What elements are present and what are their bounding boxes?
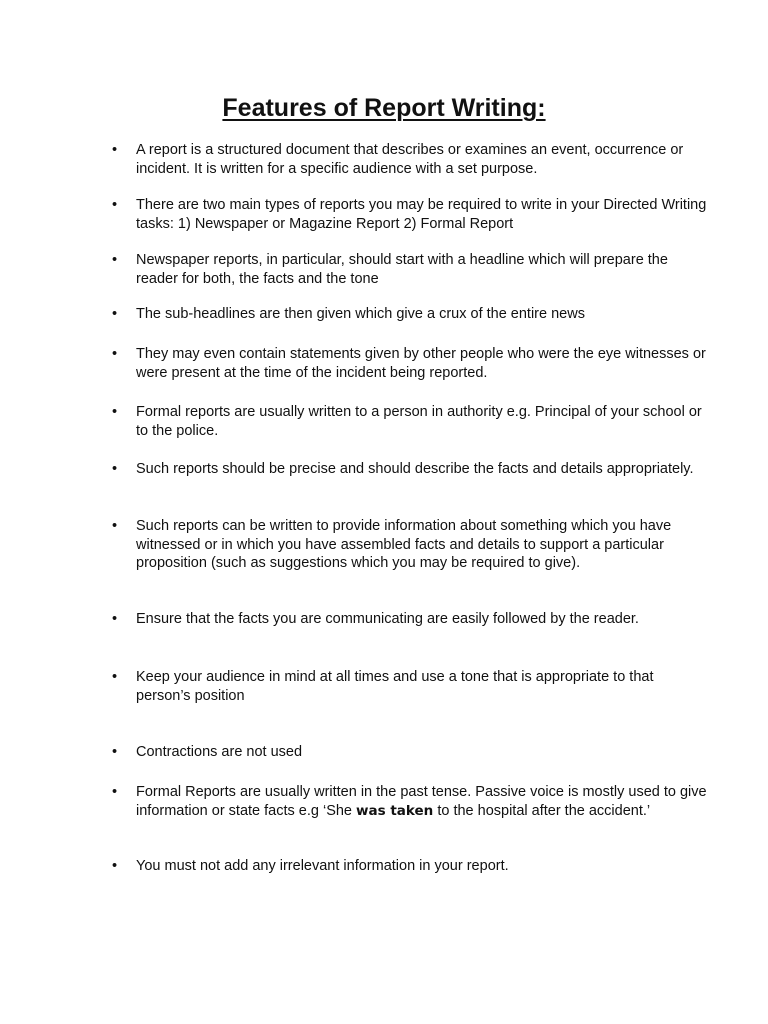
bullet-icon: • xyxy=(112,306,118,322)
list-item-text: A report is a structured document that describes or examines an event, occurrence or incident. It is written for a specific audience with a set purpose. xyxy=(136,142,684,177)
bullet-icon: • xyxy=(112,461,118,477)
list-item-text: The sub-headlines are then given which give a crux of the entire news xyxy=(136,306,585,322)
page-title: Features of Report Writing: xyxy=(222,94,546,122)
list-item-text: Such reports can be written to provide information about something which you have witnessed or in which you have assembled facts and details to support a particular proposition (such as suggestions which you may be required to give). xyxy=(136,518,672,571)
list-item-text: There are two main types of reports you may be required to write in your Directed Writing tasks: 1) Newspaper or Magazine Report 2) Formal Report xyxy=(136,197,707,232)
bullet-icon: • xyxy=(112,611,118,627)
list-item-text: Formal reports are usually written to a person in authority e.g. Principal of your school or to the police. xyxy=(136,404,702,439)
bullet-icon: • xyxy=(112,858,118,874)
bullet-icon: • xyxy=(112,518,118,534)
list-item-text: You must not add any irrelevant information in your report. xyxy=(136,858,509,874)
bullet-icon: • xyxy=(112,197,118,213)
bullet-icon: • xyxy=(112,404,118,420)
list-item-text xyxy=(136,783,712,820)
list-item-text: Keep your audience in mind at all times and use a tone that is appropriate to that person’s position xyxy=(136,669,654,704)
bullet-icon: • xyxy=(112,346,118,362)
list-item-text-before: Formal Reports are usually written in the past tense. Passive voice is mostly used to give information or state facts e.g ‘She xyxy=(136,784,707,819)
list-item-text: Ensure that the facts you are communicating are easily followed by the reader. xyxy=(136,611,639,627)
list-item-text: They may even contain statements given by other people who were the eye witnesses or were present at the time of the incident being reported. xyxy=(136,346,706,381)
bullet-icon: • xyxy=(112,142,118,158)
list-item-text: Contractions are not used xyxy=(136,744,303,760)
emphasized-phrase: was taken xyxy=(356,802,434,819)
bullet-icon: • xyxy=(112,784,118,800)
list-item-text-after: to the hospital after the accident.’ xyxy=(433,802,651,819)
bullet-icon: • xyxy=(112,744,118,760)
list-item-text: Newspaper reports, in particular, should start with a headline which will prepare the reader for both, the facts and the tone xyxy=(136,252,668,287)
bullet-icon: • xyxy=(112,252,118,268)
bullet-icon: • xyxy=(112,669,118,685)
list-item-text: Such reports should be precise and should describe the facts and details appropriately. xyxy=(136,461,694,477)
